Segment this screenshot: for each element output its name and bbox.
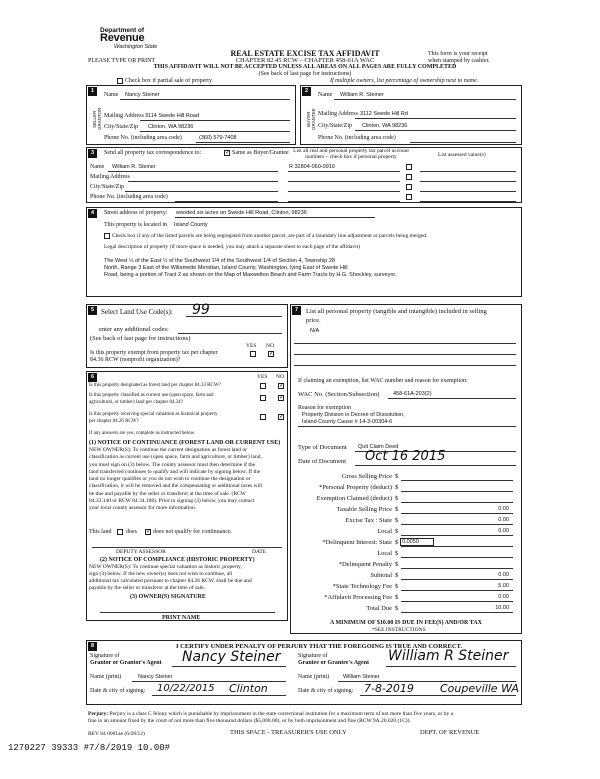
dept-logo: Revenue <box>100 32 145 44</box>
does-not-checkbox[interactable]: ✓ <box>146 529 152 535</box>
form-warning: THIS AFFIDAVIT WILL NOT BE ACCEPTED UNLESS ALL AREAS ON ALL PAGES ARE FULLY COMPLETED <box>153 64 457 70</box>
tax-row-value[interactable]: 0.00 <box>498 517 509 523</box>
tax-row-value[interactable]: 0.00 <box>498 528 509 534</box>
does-not-label: does not qualify for continuance. <box>153 529 233 535</box>
historic-text-line-4: payable by the seller or transferor at the time of sale. <box>89 585 205 591</box>
personal-property-value[interactable]: N/A <box>310 328 320 334</box>
form-subtitle: CHAPTER 82.45 RCW – CHAPTER 458-61A WAC <box>235 57 375 64</box>
continuance-text-line-2: classification as current use (open space, farm and agriculture, or timber) land, <box>89 454 262 461</box>
form-title: REAL ESTATE EXCISE TAX AFFIDAVIT <box>230 49 380 58</box>
continuance-text-line-4: land transferred continues to qualify and will indicate by signing below. If the <box>89 468 261 475</box>
doc-type-field[interactable]: Quit Claim Deed <box>358 444 399 450</box>
tax-row-label: *State Technology Fee <box>332 583 392 590</box>
legal-description-line-1: The West ½ of the East ½ of the Southwest 1/4 of the Southwest 1/4 of Section 4, Township 28 <box>104 258 335 264</box>
section-4-number: 4 <box>88 209 97 218</box>
tax-row-label: Gross Selling Price <box>341 473 392 480</box>
perjury-text: Perjury is a class C felony which is punishable by imprisonment in the state correctional institution for a maximum term of not more than five years, or by a <box>109 711 454 717</box>
tax-row-dollar: $ <box>395 495 399 502</box>
partial-sale-checkbox[interactable] <box>117 78 123 84</box>
this-land-label: This land <box>89 529 112 535</box>
tax-row-label: Subtotal <box>370 572 392 579</box>
buyer-name-label: Name <box>318 92 333 98</box>
legal-description-line-2: North, Range 3 East of the Willamette Meridian, Island County, Washington, lying East of Swede Hill <box>104 265 348 271</box>
reason-line-1[interactable]: Property Division in Decree of Dissolution, <box>302 412 405 418</box>
seller-city-label: City/State/Zip <box>104 124 138 130</box>
corr-mailing-field[interactable] <box>128 181 278 182</box>
dept-revenue-label: DEPT. OF REVENUE <box>420 729 480 736</box>
historic-text <box>89 564 252 592</box>
seller-phone-field[interactable]: (360) 579-7408 <box>199 135 237 141</box>
legal-description-line-3: Road, being a portion of Tract 2 as shown on the Map of Maxwelton Beach and Farm Tracts by H.G. Shockley, surveyor. <box>104 272 397 278</box>
grantee-print-label: Name (print) <box>298 674 330 680</box>
tax-row-value[interactable]: 0.00 <box>498 572 509 578</box>
buyer-mailing-field[interactable]: 3112 Swede Hill Rd <box>360 111 408 117</box>
see-instructions: *SEE INSTRUCTIONS <box>372 627 426 633</box>
treasurer-use-label: THIS SPACE - TREASURER'S USE ONLY <box>230 729 347 736</box>
same-as-buyer-checkbox[interactable]: ✓ <box>225 150 231 156</box>
tax-row-dollar: $ <box>395 473 399 480</box>
reason-line-2[interactable]: Island County Cause # 14-3-00304-6 <box>302 419 393 425</box>
tax-row-label: *Delinquent Penalty <box>338 561 392 568</box>
additional-codes-field[interactable] <box>178 333 282 334</box>
send-correspondence-label: Send all property tax correspondence to: <box>104 150 202 156</box>
tax-row-label: Local <box>377 528 392 535</box>
located-in-label: This property is located in <box>104 222 167 228</box>
corr-city-label: City/State/Zip <box>90 184 124 190</box>
continuance-text-line-8: 84.33.140 or RCW 84.34.108). Prior to signing (3) below, you may contact <box>89 498 255 505</box>
grantor-signature[interactable]: Nancy Steiner <box>182 649 281 665</box>
tax-row-label: *Affidavit Processing Fee <box>324 594 392 601</box>
forest-yes-header: YES <box>257 374 268 380</box>
assessed-value-field-1[interactable] <box>420 171 516 172</box>
claim-exemption-label: If claiming an exemption, list WAC number and reason for exemption: <box>298 378 468 384</box>
grantor-sig-label-1: Signature of <box>90 653 120 659</box>
see-back-note: (See back of last page for instructions) <box>258 71 352 77</box>
corr-phone-label: Phone No. (including area code) <box>90 194 168 200</box>
deputy-assessor-label: DEPUTY ASSESSOR <box>116 549 166 555</box>
wac-field[interactable]: 458-61A-203(2) <box>393 391 432 397</box>
forest-q2-yes[interactable] <box>260 395 266 401</box>
tax-row-label: Local <box>377 550 392 557</box>
section-7-number: 7 <box>292 306 301 315</box>
forest-q3-yes[interactable] <box>260 414 266 420</box>
certify-statement: I CERTIFY UNDER PENALTY OF PERJURY THAT THE FOREGOING IS TRUE AND CORRECT. <box>176 643 463 650</box>
corr-name-field[interactable]: William R. Steiner <box>112 164 156 170</box>
tax-row-label: Exemption Claimed (deduct) <box>316 495 392 502</box>
seller-side-label: SELLER GRANTOR <box>92 107 103 131</box>
personal-property-checkbox-3[interactable] <box>406 184 412 190</box>
does-checkbox[interactable] <box>117 529 123 535</box>
continuance-text-line-9: your local county assessor for more information. <box>89 505 197 512</box>
buyer-name-field[interactable]: William R. Steiner <box>340 92 384 98</box>
tax-row-dollar: $ <box>395 506 399 513</box>
grantee-date-label: Date & city of signing: <box>298 688 354 694</box>
forest-q1-no[interactable]: ✓ <box>279 383 285 389</box>
tax-row-value[interactable]: 5.00 <box>498 583 509 589</box>
deputy-assessor-line[interactable] <box>92 547 282 548</box>
exempt-question-line2: 84.36 RCW (nonprofit organization)? <box>90 357 181 363</box>
additional-codes-label: enter any additional codes: <box>99 326 169 333</box>
continuance-text-line-7: be due and payable by the seller or transferor at the time of sale. (RCW <box>89 490 246 497</box>
does-label: does <box>126 529 137 535</box>
exempt-no-checkbox[interactable]: ✓ <box>269 351 275 357</box>
seller-name-field[interactable]: Nancy Steiner <box>125 92 160 98</box>
dept-line3: Washington State <box>114 44 158 50</box>
seller-city-field[interactable]: Clinton, WA 98236 <box>148 124 194 130</box>
perjury-note <box>88 711 453 717</box>
corr-name-label: Name <box>90 164 105 170</box>
doc-date-field[interactable]: Oct 16 2015 <box>365 449 446 464</box>
tax-row-dollar: $ <box>395 594 399 601</box>
tax-row-dollar: $ <box>395 539 399 546</box>
wac-label: WAC No. (Section/Subsection) <box>298 391 380 398</box>
buyer-mailing-label: Mailing Address <box>318 111 358 117</box>
deputy-date-label: DATE <box>252 549 267 555</box>
tax-row-label: Excise Tax : State <box>345 517 392 524</box>
minimum-due-note: A MINIMUM OF $10.00 IS DUE IN FEE(S) AND/OR TAX <box>330 620 482 626</box>
tax-row-dollar: $ <box>395 517 399 524</box>
buyer-side-label: BUYER GRANTEE <box>306 108 317 130</box>
historic-text-line-1: NEW OWNER(S): To continue special valuation as historic property, <box>89 564 242 570</box>
owner-signature-label: (3) OWNER(S) SIGNATURE <box>130 594 206 600</box>
section-5-number: 5 <box>88 306 97 315</box>
reason-label: Reason for exemption <box>298 405 351 411</box>
corr-mailing-label: Mailing Address <box>90 174 130 180</box>
buyer-phone-label: Phone No. (including area code) <box>318 135 396 141</box>
grantee-sig-label-1: Signature of <box>298 653 328 659</box>
tax-row-value[interactable]: 10.00 <box>495 605 509 611</box>
historic-title: (2) NOTICE OF COMPLIANCE (HISTORIC PROPERTY) <box>100 557 255 563</box>
section-2-number: 2 <box>302 87 311 96</box>
receipt-note-1: This form is your receipt <box>428 51 488 57</box>
tax-row-dollar: $ <box>395 572 399 579</box>
grantee-sig-label-2: Grantee or Grantee's Agent <box>298 660 370 666</box>
seller-phone-label: Phone No. (including area code) <box>104 135 182 141</box>
corr-phone-field[interactable] <box>175 201 278 202</box>
doc-type-label: Type of Document <box>298 444 347 451</box>
tax-row-dollar: $ <box>395 605 399 612</box>
exempt-no-header: NO <box>266 343 274 349</box>
located-in-field[interactable]: Island County <box>174 222 208 228</box>
forest-q3-line2: per chapter 84.26 RCW? <box>89 419 139 424</box>
seller-mailing-field[interactable]: 3114 Swede Hill Road <box>145 113 200 119</box>
forest-no-header: NO <box>276 374 284 380</box>
perjury-bold: Perjury: <box>88 711 109 717</box>
tax-row-label: *Delinquent Interest: State <box>322 539 392 546</box>
same-as-buyer-label: Same as Buyer/Grantee <box>232 150 289 156</box>
recording-stamp: 1270227 39333 #7/8/2019 10.00# <box>8 743 171 753</box>
dept-line1: Department of <box>100 27 145 34</box>
tax-row-dollar: $ <box>395 528 399 535</box>
assessed-value-field-2[interactable] <box>420 181 516 182</box>
grantee-signature[interactable]: William R Steiner <box>388 648 509 664</box>
forest-q2-line2: agricultural, or timber) land per chapter 84.34? <box>89 400 183 405</box>
local-rate-field[interactable]: 0.0050 <box>402 539 419 545</box>
tax-row-label: Total Due <box>366 605 392 612</box>
historic-text-line-3: additional tax calculated pursuant to chapter 84.26 RCW, shall be due and <box>89 578 252 584</box>
partial-sale-label: Check box if partial sale of property <box>125 78 212 84</box>
parcel-number-field[interactable]: R 32804-060-0910 <box>289 164 335 170</box>
buyer-city-field[interactable]: Clinton, WA 98236 <box>362 123 408 129</box>
exempt-yes-header: YES <box>246 343 257 349</box>
list-parcels-label: List all real and personal property tax parcel account numbers – check box if personal property <box>293 148 409 161</box>
historic-text-line-2: sign (3) below. If the new owner(s) does not wish to continue, all <box>89 571 233 577</box>
assessed-value-label: List assessed value(s) <box>438 152 486 158</box>
property-section <box>86 207 522 297</box>
doc-date-label: Date of Document <box>298 458 347 465</box>
personal-property-label: List all personal property (tangible and intangible) included in selling <box>306 308 487 315</box>
land-use-see-back: (See back of last page for instructions) <box>90 335 191 342</box>
exempt-question-line1: Is this property exempt from property tax per chapter <box>90 350 218 356</box>
grantor-date-label: Date & city of signing: <box>90 688 146 694</box>
buyer-phone-field[interactable] <box>410 142 516 143</box>
boundary-checkbox[interactable] <box>104 233 110 239</box>
perjury-text-2: fine in an amount fixed by the court of not more than five thousand dollars ($5,000.00), or by both imprisonment and fine (RCW 9A.20.020 (1C)). <box>88 718 411 724</box>
corr-city-field[interactable] <box>125 191 278 192</box>
forest-q3-no[interactable]: ✓ <box>279 414 285 420</box>
section-1-number: 1 <box>88 87 97 96</box>
grantee-date-field[interactable]: 7-8-2019 <box>364 682 414 695</box>
personal-property-checkbox-2[interactable] <box>406 174 412 180</box>
land-use-code-field[interactable]: 99 <box>192 302 210 318</box>
tax-row-value[interactable]: 0.00 <box>498 594 509 600</box>
assessed-value-field-3[interactable] <box>420 191 516 192</box>
forest-q3-line1: Is this property receiving special valuation as historical property <box>89 412 218 417</box>
forest-q1: Is this property designated as forest land per chapter 84.33 RCW? <box>89 383 221 388</box>
seller-name-label: Name <box>104 92 119 98</box>
section-6-number: 6 <box>88 373 97 382</box>
assessed-value-field-4[interactable] <box>420 201 516 202</box>
price-label: price. <box>306 317 321 324</box>
forest-q2-line1: Is this property classified as current use (open space, farm and <box>89 393 214 398</box>
street-address-label: Street address of property: <box>104 210 168 216</box>
receipt-note-2: when stamped by cashier. <box>428 58 490 64</box>
multiple-owners-note: If multiple owners, list percentage of ownership next to name. <box>330 78 479 84</box>
exempt-yes-checkbox[interactable] <box>250 351 256 357</box>
continuance-text-line-5: land no longer qualifies or you do not wish to continue the designation or <box>89 476 251 483</box>
buyer-city-label: City/State/Zip <box>318 123 352 129</box>
grantor-print-field[interactable]: Nancy Steiner <box>138 674 173 680</box>
grantor-date-field[interactable]: 10/22/2015 <box>157 683 215 694</box>
continuance-text-line-6: classification, it will be removed and the compensating or additional taxes will <box>89 483 263 490</box>
tax-row-dollar: $ <box>395 484 399 491</box>
print-name-line[interactable] <box>100 612 275 613</box>
personal-property-checkbox-1[interactable] <box>406 164 412 170</box>
grantor-sig-label-2: Grantor or Grantor's Agent <box>90 660 162 666</box>
forest-q1-yes[interactable] <box>260 383 266 389</box>
tax-row-dollar: $ <box>395 550 399 557</box>
please-type: PLEASE TYPE OR PRINT <box>88 58 156 64</box>
tax-row-label: Taxable Selling Price <box>336 506 392 513</box>
personal-property-checkbox-4[interactable] <box>406 194 412 200</box>
tax-row-label: *Personal Property (deduct) <box>319 484 392 491</box>
print-name-label: PRINT NAME <box>162 615 201 621</box>
tax-row-dollar: $ <box>395 561 399 568</box>
grantor-print-label: Name (print) <box>90 674 122 680</box>
section-8-number: 8 <box>88 642 97 651</box>
seller-mailing-label: Mailing Address <box>104 113 144 119</box>
revision-label: REV 84 0001ae (6/28/12) <box>88 731 145 737</box>
land-use-label: Select Land Use Code(s): <box>101 308 173 316</box>
all-answers-note: If any answers are yes, complete as instructed below. <box>89 431 196 436</box>
legal-description-label: Legal description of property (if more space is needed, you may attach a separate sheet to each page of the affidavit) <box>104 244 360 250</box>
continuance-text <box>89 447 262 513</box>
grantee-print-field[interactable]: William Steiner <box>343 674 380 680</box>
forest-q2-no[interactable]: ✓ <box>279 395 285 401</box>
grantee-city-field[interactable]: Coupeville WA <box>440 682 519 695</box>
continuance-text-line-3: you must sign on (3) below. The county assessor must then determine if the <box>89 461 256 468</box>
tax-row-dollar: $ <box>395 583 399 590</box>
continuance-title: (1) NOTICE OF CONTINUANCE (FOREST LAND OR CURRENT USE) <box>89 440 281 446</box>
grantor-city-field[interactable]: Clinton <box>229 682 268 695</box>
continuance-text-line-1: NEW OWNER(S): To continue the current designation as forest land or <box>89 447 247 453</box>
tax-row-value[interactable]: 0.00 <box>498 506 509 512</box>
street-address-field[interactable]: wooded six acres on Swede Hill Road, Clinton, 98236 <box>176 210 307 216</box>
section-3-number: 3 <box>88 149 97 158</box>
boundary-label: Check box if any of the listed parcels are being segregated from another parcel, are part of a boundary line adjustment or parcels being merged. <box>112 233 428 239</box>
